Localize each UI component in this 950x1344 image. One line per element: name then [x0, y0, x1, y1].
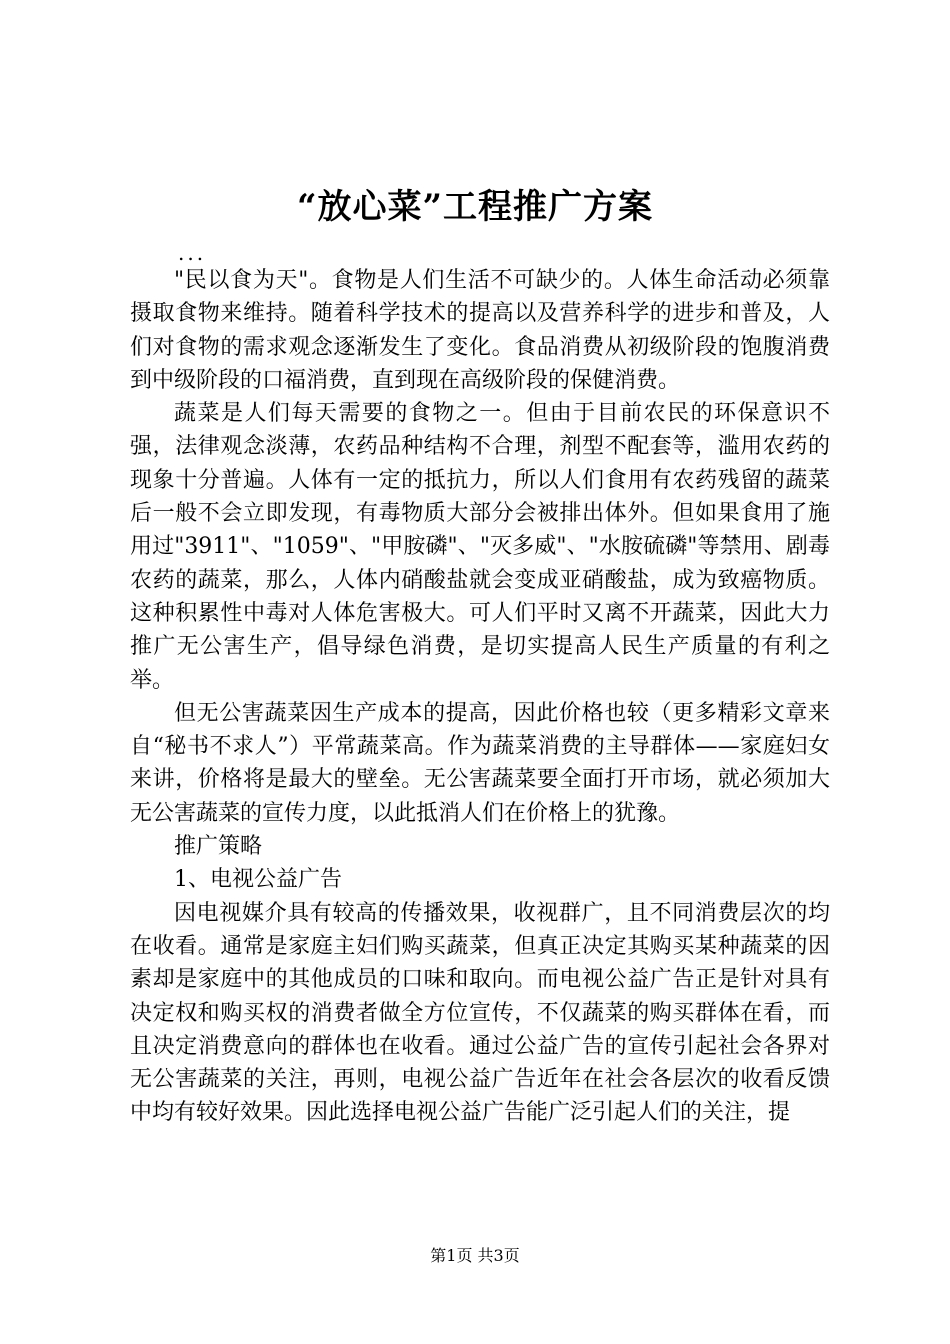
paragraph-tv-ads: 因电视媒介具有较高的传播效果，收视群广，且不同消费层次的均在收看。通常是家庭主妇们购买蔬菜，但真正决定其购买某种蔬菜的因素却是家庭中的其他成员的口味和取向。而电视公益广告正是针对具有决定权和购买权的消费者做全方位宣传，不仅蔬菜的购买群体在看，而且决定消费意向的群体也在收看。通过公益广告的宣传引起社会各界对无公害蔬菜的关注，再则，电视公益广告近年在社会各层次的收看反馈中均有较好效果。因此选择电视公益广告能广泛引起人们的关注，提: [130, 900, 830, 1126]
paragraph-vegetables: 蔬菜是人们每天需要的食物之一。但由于目前农民的环保意识不强，法律观念淡薄，农药品种结构不合理，剂型不配套等，滥用农药的现象十分普遍。人体有一定的抵抗力，所以人们食用有农药残留的蔬菜后一般不会立即发现，有毒物质大部分会被排出体外。但如果食用了施用过"3911"、"1059"、"甲胺磷"、"灭多威"、"水胺硫磷"等禁用、剧毒农药的蔬菜，那么，人体内硝酸盐就会变成亚硝酸盐，成为致癌物质。这种积累性中毒对人体危害极大。可人们平时又离不开蔬菜，因此大力推广无公害生产，倡导绿色消费，是切实提高人民生产质量的有利之举。: [130, 401, 830, 693]
subsection-heading-tv-ads: 1、电视公益广告: [174, 867, 342, 893]
ellipsis-marker: ...: [178, 241, 207, 265]
section-heading-strategy: 推广策略: [174, 834, 263, 860]
document-title: “放心菜”工程推广方案: [296, 187, 654, 227]
page-number-footer: 第1页 共3页: [430, 1246, 520, 1265]
paragraph-intro: "民以食为天"。食物是人们生活不可缺少的。人体生命活动必须靠摄取食物来维持。随着科学技术的提高以及营养科学的进步和普及，人们对食物的需求观念逐渐发生了变化。食品消费从初级阶段的饱腹消费到中级阶段的口福消费，直到现在高级阶段的保健消费。: [130, 268, 830, 393]
paragraph-price: 但无公害蔬菜因生产成本的提高，因此价格也较（更多精彩文章来自“秘书不求人”）平常蔬菜高。作为蔬菜消费的主导群体——家庭妇女来讲，价格将是最大的壁垒。无公害蔬菜要全面打开市场，就必须加大无公害蔬菜的宣传力度，以此抵消人们在价格上的犹豫。: [130, 700, 830, 826]
document-body: [130, 264, 830, 1130]
